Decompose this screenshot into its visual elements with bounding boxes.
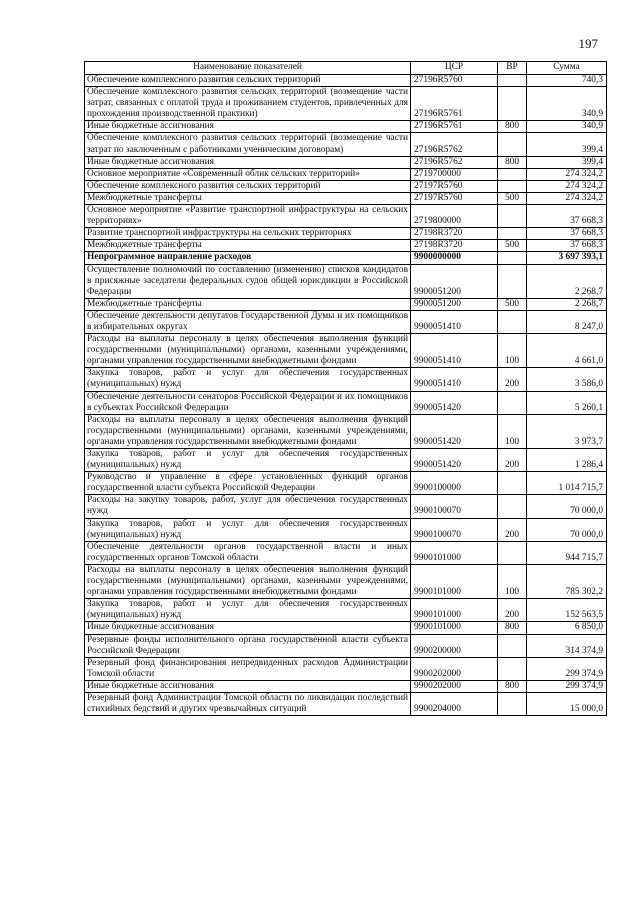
cell-sum: 152 563,5 — [527, 599, 607, 622]
cell-csr: 27198R3720 — [411, 228, 498, 240]
cell-sum: 70 000,0 — [527, 518, 607, 541]
cell-vr — [498, 252, 527, 264]
cell-csr: 9900101000 — [411, 541, 498, 564]
cell-csr: 9900100070 — [411, 495, 498, 518]
cell-sum: 37 668,3 — [527, 228, 607, 240]
cell-csr: 9900051410 — [411, 368, 498, 391]
cell-vr — [498, 180, 527, 192]
cell-csr: 9900204000 — [411, 692, 498, 715]
table-row — [85, 240, 607, 252]
table-row — [85, 680, 607, 692]
cell-vr: 200 — [498, 599, 527, 622]
cell-csr: 9900051410 — [411, 334, 498, 368]
cell-sum: 15 000,0 — [527, 692, 607, 715]
cell-csr: 27196R5761 — [411, 121, 498, 133]
cell-sum: 37 668,3 — [527, 205, 607, 228]
cell-name: Развитие транспортной инфраструктуры на сельских территориях — [85, 228, 411, 240]
table-row — [85, 391, 607, 414]
cell-name: Закупка товаров, работ и услуг для обеспечения государственных (муниципальных) нужд — [85, 599, 411, 622]
table-row — [85, 252, 607, 264]
table-body — [85, 75, 607, 716]
cell-csr: 9900100000 — [411, 472, 498, 495]
cell-sum: 3 697 393,1 — [527, 252, 607, 264]
cell-name: Расходы на выплаты персоналу в целях обеспечения выполнения функций государственными (муниципальными) органами, казенными учреждениями, органами управления государственными внебюджетными фондами — [85, 414, 411, 448]
cell-csr: 27197R5760 — [411, 192, 498, 204]
cell-name: Межбюджетные трансферты — [85, 192, 411, 204]
cell-vr: 800 — [498, 121, 527, 133]
cell-sum: 2 268,7 — [527, 264, 607, 298]
cell-name: Обеспечение комплексного развития сельских территорий (возмещение части затрат, связанных с оплатой труда и проживанием студентов, привлеченных для прохождения производственной практики) — [85, 87, 411, 121]
cell-name: Иные бюджетные ассигнования — [85, 121, 411, 133]
cell-vr — [498, 87, 527, 121]
cell-name: Основное мероприятие «Современный облик сельских территорий» — [85, 168, 411, 180]
cell-name: Расходы на выплаты персоналу в целях обеспечения выполнения функций государственными (муниципальными) органами, казенными учреждениями, органами управления государственными внебюджетными фондами — [85, 334, 411, 368]
table-row — [85, 121, 607, 133]
table-row — [85, 87, 607, 121]
cell-sum: 2 268,7 — [527, 298, 607, 310]
cell-vr: 200 — [498, 449, 527, 472]
table-header-row — [85, 62, 607, 75]
cell-name: Основное мероприятие «Развитие транспортной инфраструктуры на сельских территориях» — [85, 205, 411, 228]
cell-vr: 800 — [498, 622, 527, 634]
table-row — [85, 264, 607, 298]
cell-name: Закупка товаров, работ и услуг для обеспечения государственных (муниципальных) нужд — [85, 518, 411, 541]
cell-csr: 27196R5762 — [411, 133, 498, 156]
cell-csr: 9900051200 — [411, 298, 498, 310]
cell-vr: 100 — [498, 334, 527, 368]
table-row — [85, 622, 607, 634]
cell-vr: 200 — [498, 518, 527, 541]
header-name: Наименование показателей — [85, 62, 411, 75]
cell-csr: 2719800000 — [411, 205, 498, 228]
header-vr: ВР — [498, 62, 527, 75]
table-row — [85, 495, 607, 518]
cell-sum: 4 661,0 — [527, 334, 607, 368]
cell-vr — [498, 205, 527, 228]
table-row — [85, 368, 607, 391]
cell-name: Непрограммное направление расходов — [85, 252, 411, 264]
table-row — [85, 298, 607, 310]
cell-sum: 1 014 715,7 — [527, 472, 607, 495]
cell-vr: 500 — [498, 298, 527, 310]
table-row — [85, 192, 607, 204]
cell-name: Резервные фонды исполнительного органа государственной власти субъекта Российской Федерации — [85, 634, 411, 657]
table-row — [85, 449, 607, 472]
table-row — [85, 168, 607, 180]
table-row — [85, 414, 607, 448]
cell-sum: 37 668,3 — [527, 240, 607, 252]
cell-vr — [498, 228, 527, 240]
table-row — [85, 310, 607, 333]
cell-csr: 9900051420 — [411, 449, 498, 472]
table-row — [85, 657, 607, 680]
cell-vr: 800 — [498, 156, 527, 168]
table-row — [85, 472, 607, 495]
cell-vr — [498, 657, 527, 680]
cell-sum: 274 324,2 — [527, 192, 607, 204]
cell-name: Резервный фонд Администрации Томской области по ликвидации последствий стихийных бедствий и других чрезвычайных ситуаций — [85, 692, 411, 715]
table-row — [85, 180, 607, 192]
cell-sum: 299 374,9 — [527, 657, 607, 680]
table-row — [85, 228, 607, 240]
table-row — [85, 334, 607, 368]
cell-csr: 9900200000 — [411, 634, 498, 657]
cell-sum: 3 586,0 — [527, 368, 607, 391]
table-row — [85, 133, 607, 156]
cell-csr: 27197R5760 — [411, 180, 498, 192]
cell-vr: 800 — [498, 680, 527, 692]
cell-name: Иные бюджетные ассигнования — [85, 156, 411, 168]
cell-vr — [498, 310, 527, 333]
cell-sum: 314 374,9 — [527, 634, 607, 657]
cell-name: Межбюджетные трансферты — [85, 240, 411, 252]
cell-csr: 27196R5760 — [411, 75, 498, 87]
cell-name: Обеспечение комплексного развития сельских территорий (возмещение части затрат по заключенным с работниками ученическим договорам) — [85, 133, 411, 156]
table-row — [85, 541, 607, 564]
cell-vr — [498, 541, 527, 564]
cell-name: Руководство и управление в сфере установленных функций органов государственной власти субъекта Российской Федерации — [85, 472, 411, 495]
cell-sum: 274 324,2 — [527, 180, 607, 192]
cell-sum: 70 000,0 — [527, 495, 607, 518]
cell-sum: 299 374,9 — [527, 680, 607, 692]
cell-sum: 340,9 — [527, 121, 607, 133]
cell-csr: 27196R5761 — [411, 87, 498, 121]
cell-csr: 27198R3720 — [411, 240, 498, 252]
cell-name: Обеспечение комплексного развития сельских территорий — [85, 75, 411, 87]
cell-name: Обеспечение комплексного развития сельских территорий — [85, 180, 411, 192]
cell-name: Обеспечение деятельности сенаторов Российской Федерации и их помощников в субъектах Российской Федерации — [85, 391, 411, 414]
cell-name: Закупка товаров, работ и услуг для обеспечения государственных (муниципальных) нужд — [85, 449, 411, 472]
cell-csr: 9900202000 — [411, 657, 498, 680]
table-row — [85, 599, 607, 622]
header-sum: Сумма — [527, 62, 607, 75]
cell-name: Осуществление полномочий по составлению (изменению) списков кандидатов в присяжные заседатели федеральных судов общей юрисдикции в Российской Федерации — [85, 264, 411, 298]
cell-name: Обеспечение деятельности депутатов Государственной Думы и их помощников в избирательных округах — [85, 310, 411, 333]
table-row — [85, 205, 607, 228]
table-row — [85, 156, 607, 168]
cell-vr — [498, 75, 527, 87]
cell-sum: 3 973,7 — [527, 414, 607, 448]
cell-csr: 9900051200 — [411, 264, 498, 298]
cell-csr: 9900101000 — [411, 564, 498, 598]
cell-vr: 100 — [498, 414, 527, 448]
cell-csr: 27196R5762 — [411, 156, 498, 168]
cell-vr: 200 — [498, 368, 527, 391]
cell-sum: 5 260,1 — [527, 391, 607, 414]
cell-sum: 399,4 — [527, 133, 607, 156]
cell-vr — [498, 133, 527, 156]
cell-name: Расходы на выплаты персоналу в целях обеспечения выполнения функций государственными (муниципальными) органами, казенными учреждениями, органами управления государственными внебюджетными фондами — [85, 564, 411, 598]
header-csr: ЦСР — [411, 62, 498, 75]
cell-csr: 9900101000 — [411, 622, 498, 634]
table-row — [85, 634, 607, 657]
cell-name: Обеспечение деятельности органов государственной власти и иных государственных органов Томской области — [85, 541, 411, 564]
budget-table-container — [84, 61, 606, 716]
cell-sum: 340,9 — [527, 87, 607, 121]
cell-csr: 9900101000 — [411, 599, 498, 622]
cell-name: Резервный фонд финансирования непредвиденных расходов Администрации Томской области — [85, 657, 411, 680]
cell-csr: 9900051410 — [411, 310, 498, 333]
cell-sum: 399,4 — [527, 156, 607, 168]
cell-vr: 500 — [498, 192, 527, 204]
cell-sum: 944 715,7 — [527, 541, 607, 564]
cell-csr: 9900100070 — [411, 518, 498, 541]
cell-name: Расходы на закупку товаров, работ, услуг для обеспечения государственных нужд — [85, 495, 411, 518]
cell-vr — [498, 495, 527, 518]
table-row — [85, 518, 607, 541]
cell-vr — [498, 391, 527, 414]
table-row — [85, 75, 607, 87]
cell-name: Иные бюджетные ассигнования — [85, 622, 411, 634]
budget-table — [84, 61, 607, 716]
cell-vr — [498, 634, 527, 657]
cell-vr — [498, 168, 527, 180]
cell-csr: 9900051420 — [411, 391, 498, 414]
cell-sum: 274 324,2 — [527, 168, 607, 180]
cell-vr: 100 — [498, 564, 527, 598]
cell-sum: 1 286,4 — [527, 449, 607, 472]
cell-vr: 500 — [498, 240, 527, 252]
cell-csr: 9900051420 — [411, 414, 498, 448]
cell-csr: 9900000000 — [411, 252, 498, 264]
cell-vr — [498, 264, 527, 298]
cell-sum: 740,3 — [527, 75, 607, 87]
cell-csr: 9900202000 — [411, 680, 498, 692]
cell-vr — [498, 692, 527, 715]
table-row — [85, 564, 607, 598]
page-number: 197 — [578, 36, 598, 51]
cell-csr: 2719700000 — [411, 168, 498, 180]
cell-vr — [498, 472, 527, 495]
cell-sum: 8 247,0 — [527, 310, 607, 333]
cell-name: Иные бюджетные ассигнования — [85, 680, 411, 692]
cell-sum: 6 850,0 — [527, 622, 607, 634]
cell-sum: 785 302,2 — [527, 564, 607, 598]
table-row — [85, 692, 607, 715]
cell-name: Закупка товаров, работ и услуг для обеспечения государственных (муниципальных) нужд — [85, 368, 411, 391]
cell-name: Межбюджетные трансферты — [85, 298, 411, 310]
